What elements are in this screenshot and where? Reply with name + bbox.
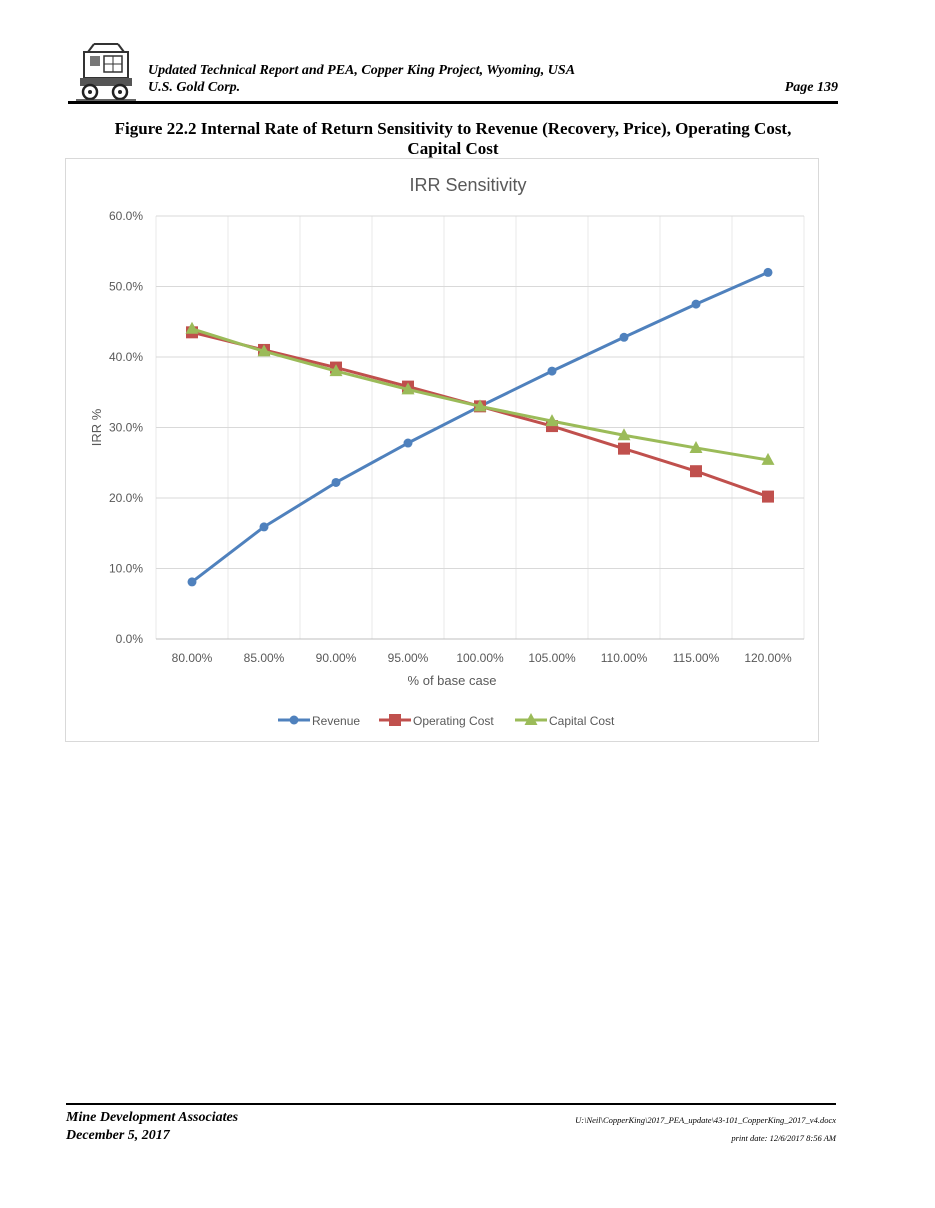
operating-cost-data-point bbox=[762, 491, 774, 503]
operating-cost-data-point bbox=[618, 443, 630, 455]
x-tick-label: 100.00% bbox=[456, 651, 504, 665]
y-tick-label: 20.0% bbox=[108, 491, 143, 505]
x-tick-label: 105.00% bbox=[528, 651, 576, 665]
revenue-legend-label: Revenue bbox=[312, 714, 361, 728]
chart-title: IRR Sensitivity bbox=[409, 175, 527, 195]
irr-sensitivity-chart bbox=[66, 159, 820, 743]
x-tick-label: 95.00% bbox=[387, 651, 429, 665]
revenue-data-point bbox=[764, 268, 773, 277]
revenue-data-point bbox=[332, 478, 341, 487]
figure-caption bbox=[68, 119, 838, 159]
revenue-legend-marker bbox=[290, 716, 299, 725]
revenue-data-point bbox=[404, 439, 413, 448]
footer-print-date: print date: 12/6/2017 8:56 AM bbox=[731, 1133, 836, 1143]
y-tick-label: 40.0% bbox=[108, 350, 143, 364]
capital-cost-series-line bbox=[192, 329, 768, 460]
x-tick-label: 90.00% bbox=[315, 651, 357, 665]
operating-cost-legend-marker bbox=[389, 714, 401, 726]
x-tick-label: 85.00% bbox=[243, 651, 285, 665]
y-tick-label: 10.0% bbox=[108, 561, 143, 576]
capital-cost-legend-label: Capital Cost bbox=[549, 714, 615, 728]
x-tick-label: 80.00% bbox=[171, 651, 213, 665]
y-tick-label: 30.0% bbox=[108, 420, 143, 435]
mining-hoist-logo-icon bbox=[74, 42, 138, 102]
y-tick-label: 60.0% bbox=[108, 209, 143, 223]
footer-date: December 5, 2017 bbox=[66, 1128, 170, 1143]
y-tick-label: 50.0% bbox=[108, 279, 143, 294]
y-tick-label: 0.0% bbox=[115, 632, 143, 646]
chart-container bbox=[65, 158, 819, 742]
revenue-data-point bbox=[620, 333, 629, 342]
footer-file-path: U:\Neil\CopperKing\2017_PEA_update\43-101_CopperKing_2017_v4.docx bbox=[575, 1115, 836, 1125]
page-number: Page 139 bbox=[784, 80, 838, 95]
x-tick-label: 120.00% bbox=[744, 651, 792, 665]
x-axis-label: % of base case bbox=[407, 673, 497, 688]
revenue-data-point bbox=[692, 300, 701, 309]
x-tick-label: 110.00% bbox=[600, 651, 648, 665]
revenue-data-point bbox=[188, 577, 197, 586]
footer-divider bbox=[66, 1103, 836, 1105]
header-divider bbox=[68, 101, 838, 104]
y-axis-label: IRR % bbox=[89, 408, 104, 447]
revenue-data-point bbox=[548, 367, 557, 376]
report-title: Updated Technical Report and PEA, Copper King Project, Wyoming, USA bbox=[148, 63, 576, 78]
operating-cost-legend-label: Operating Cost bbox=[413, 714, 494, 728]
company-name: U.S. Gold Corp. bbox=[148, 80, 241, 95]
page-header bbox=[68, 42, 838, 106]
footer-company: Mine Development Associates bbox=[66, 1110, 239, 1125]
operating-cost-data-point bbox=[690, 465, 702, 477]
revenue-data-point bbox=[260, 522, 269, 531]
figure-caption-line1: Figure 22.2 Internal Rate of Return Sensitivity to Revenue (Recovery, Price), Operating Cost, bbox=[114, 119, 792, 138]
x-tick-label: 115.00% bbox=[672, 651, 720, 665]
figure-caption-line2: Capital Cost bbox=[407, 139, 499, 158]
